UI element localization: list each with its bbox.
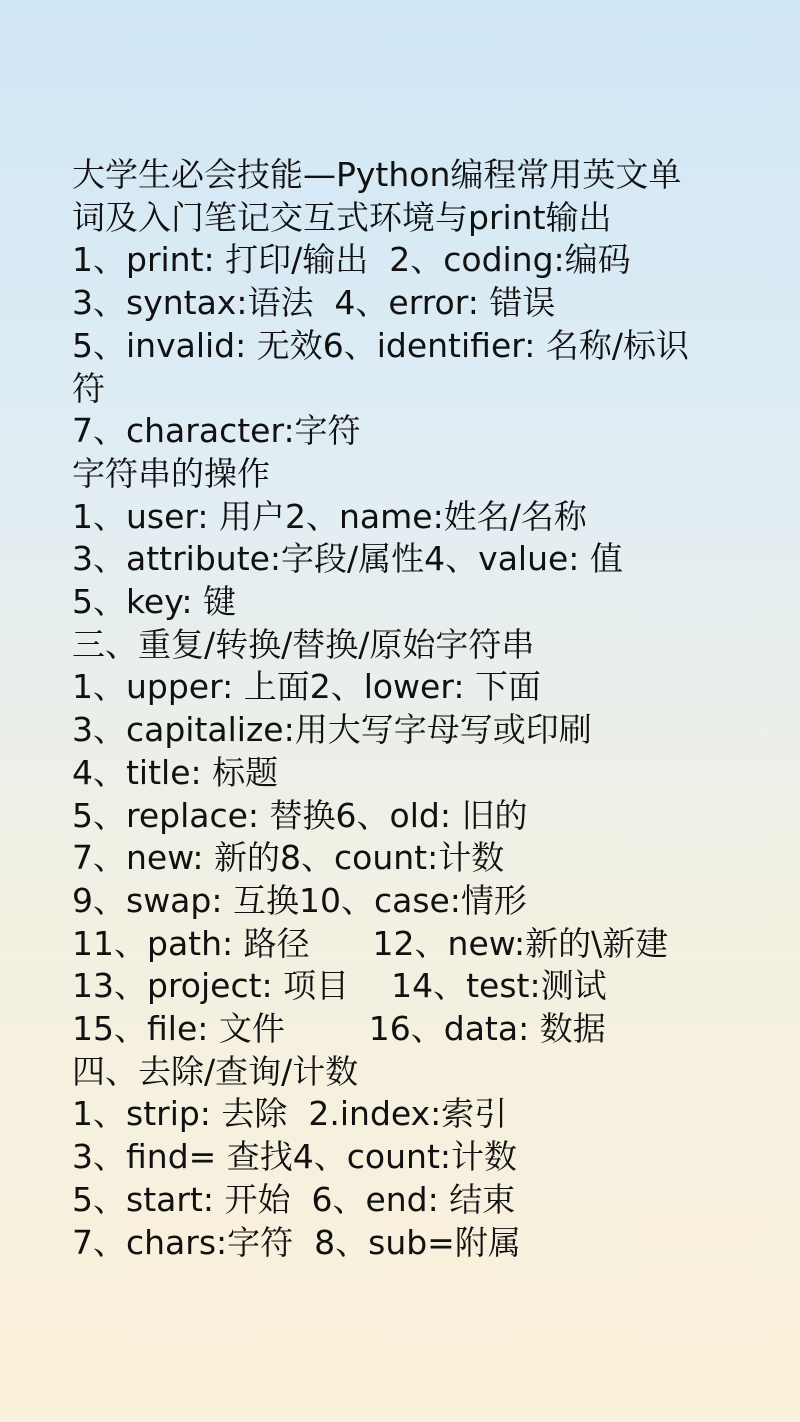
text-line: 11、path: 路径 12、new:新的\新建: [72, 923, 669, 963]
text-line: 7、new: 新的8、count:计数: [72, 838, 505, 878]
title-line-1: 大学生必会技能—Python编程常用英文单: [72, 155, 682, 194]
text-line: 7、character:字符: [72, 411, 361, 451]
text-line: 9、swap: 互换10、case:情形: [72, 880, 527, 920]
section-heading: 三、重复/转换/替换/原始字符串: [72, 624, 535, 664]
text-line: 3、syntax:语法 4、error: 错误: [72, 283, 556, 323]
text-line: 5、key: 键: [72, 582, 236, 622]
text-line: 1、upper: 上面2、lower: 下面: [72, 667, 541, 707]
text-line: 3、capitalize:用大写字母写或印刷: [72, 710, 592, 750]
text-line: 3、find= 查找4、count:计数: [72, 1137, 518, 1177]
text-line: 符: [72, 368, 105, 408]
text-line: 4、title: 标题: [72, 752, 279, 792]
text-line: 15、file: 文件 16、data: 数据: [72, 1009, 606, 1049]
section-heading: 四、去除/查询/计数: [72, 1051, 359, 1091]
text-line: 1、print: 打印/输出 2、coding:编码: [72, 240, 631, 280]
text-line: 1、user: 用户2、name:姓名/名称: [72, 496, 587, 536]
note-text-block: [72, 154, 740, 1264]
text-line: 7、chars:字符 8、sub=附属: [72, 1222, 521, 1262]
title-line-2: 词及入门笔记交互式环境与print输出: [72, 197, 612, 237]
text-line: 13、project: 项目 14、test:测试: [72, 966, 607, 1006]
text-line: 5、start: 开始 6、end: 结束: [72, 1179, 516, 1219]
text-line: 5、invalid: 无效6、identifier: 名称/标识: [72, 325, 689, 365]
text-line: 1、strip: 去除 2.index:索引: [72, 1094, 508, 1134]
text-line: 5、replace: 替换6、old: 旧的: [72, 795, 528, 835]
text-line: 3、attribute:字段/属性4、value: 值: [72, 539, 623, 579]
section-heading: 字符串的操作: [72, 453, 270, 493]
